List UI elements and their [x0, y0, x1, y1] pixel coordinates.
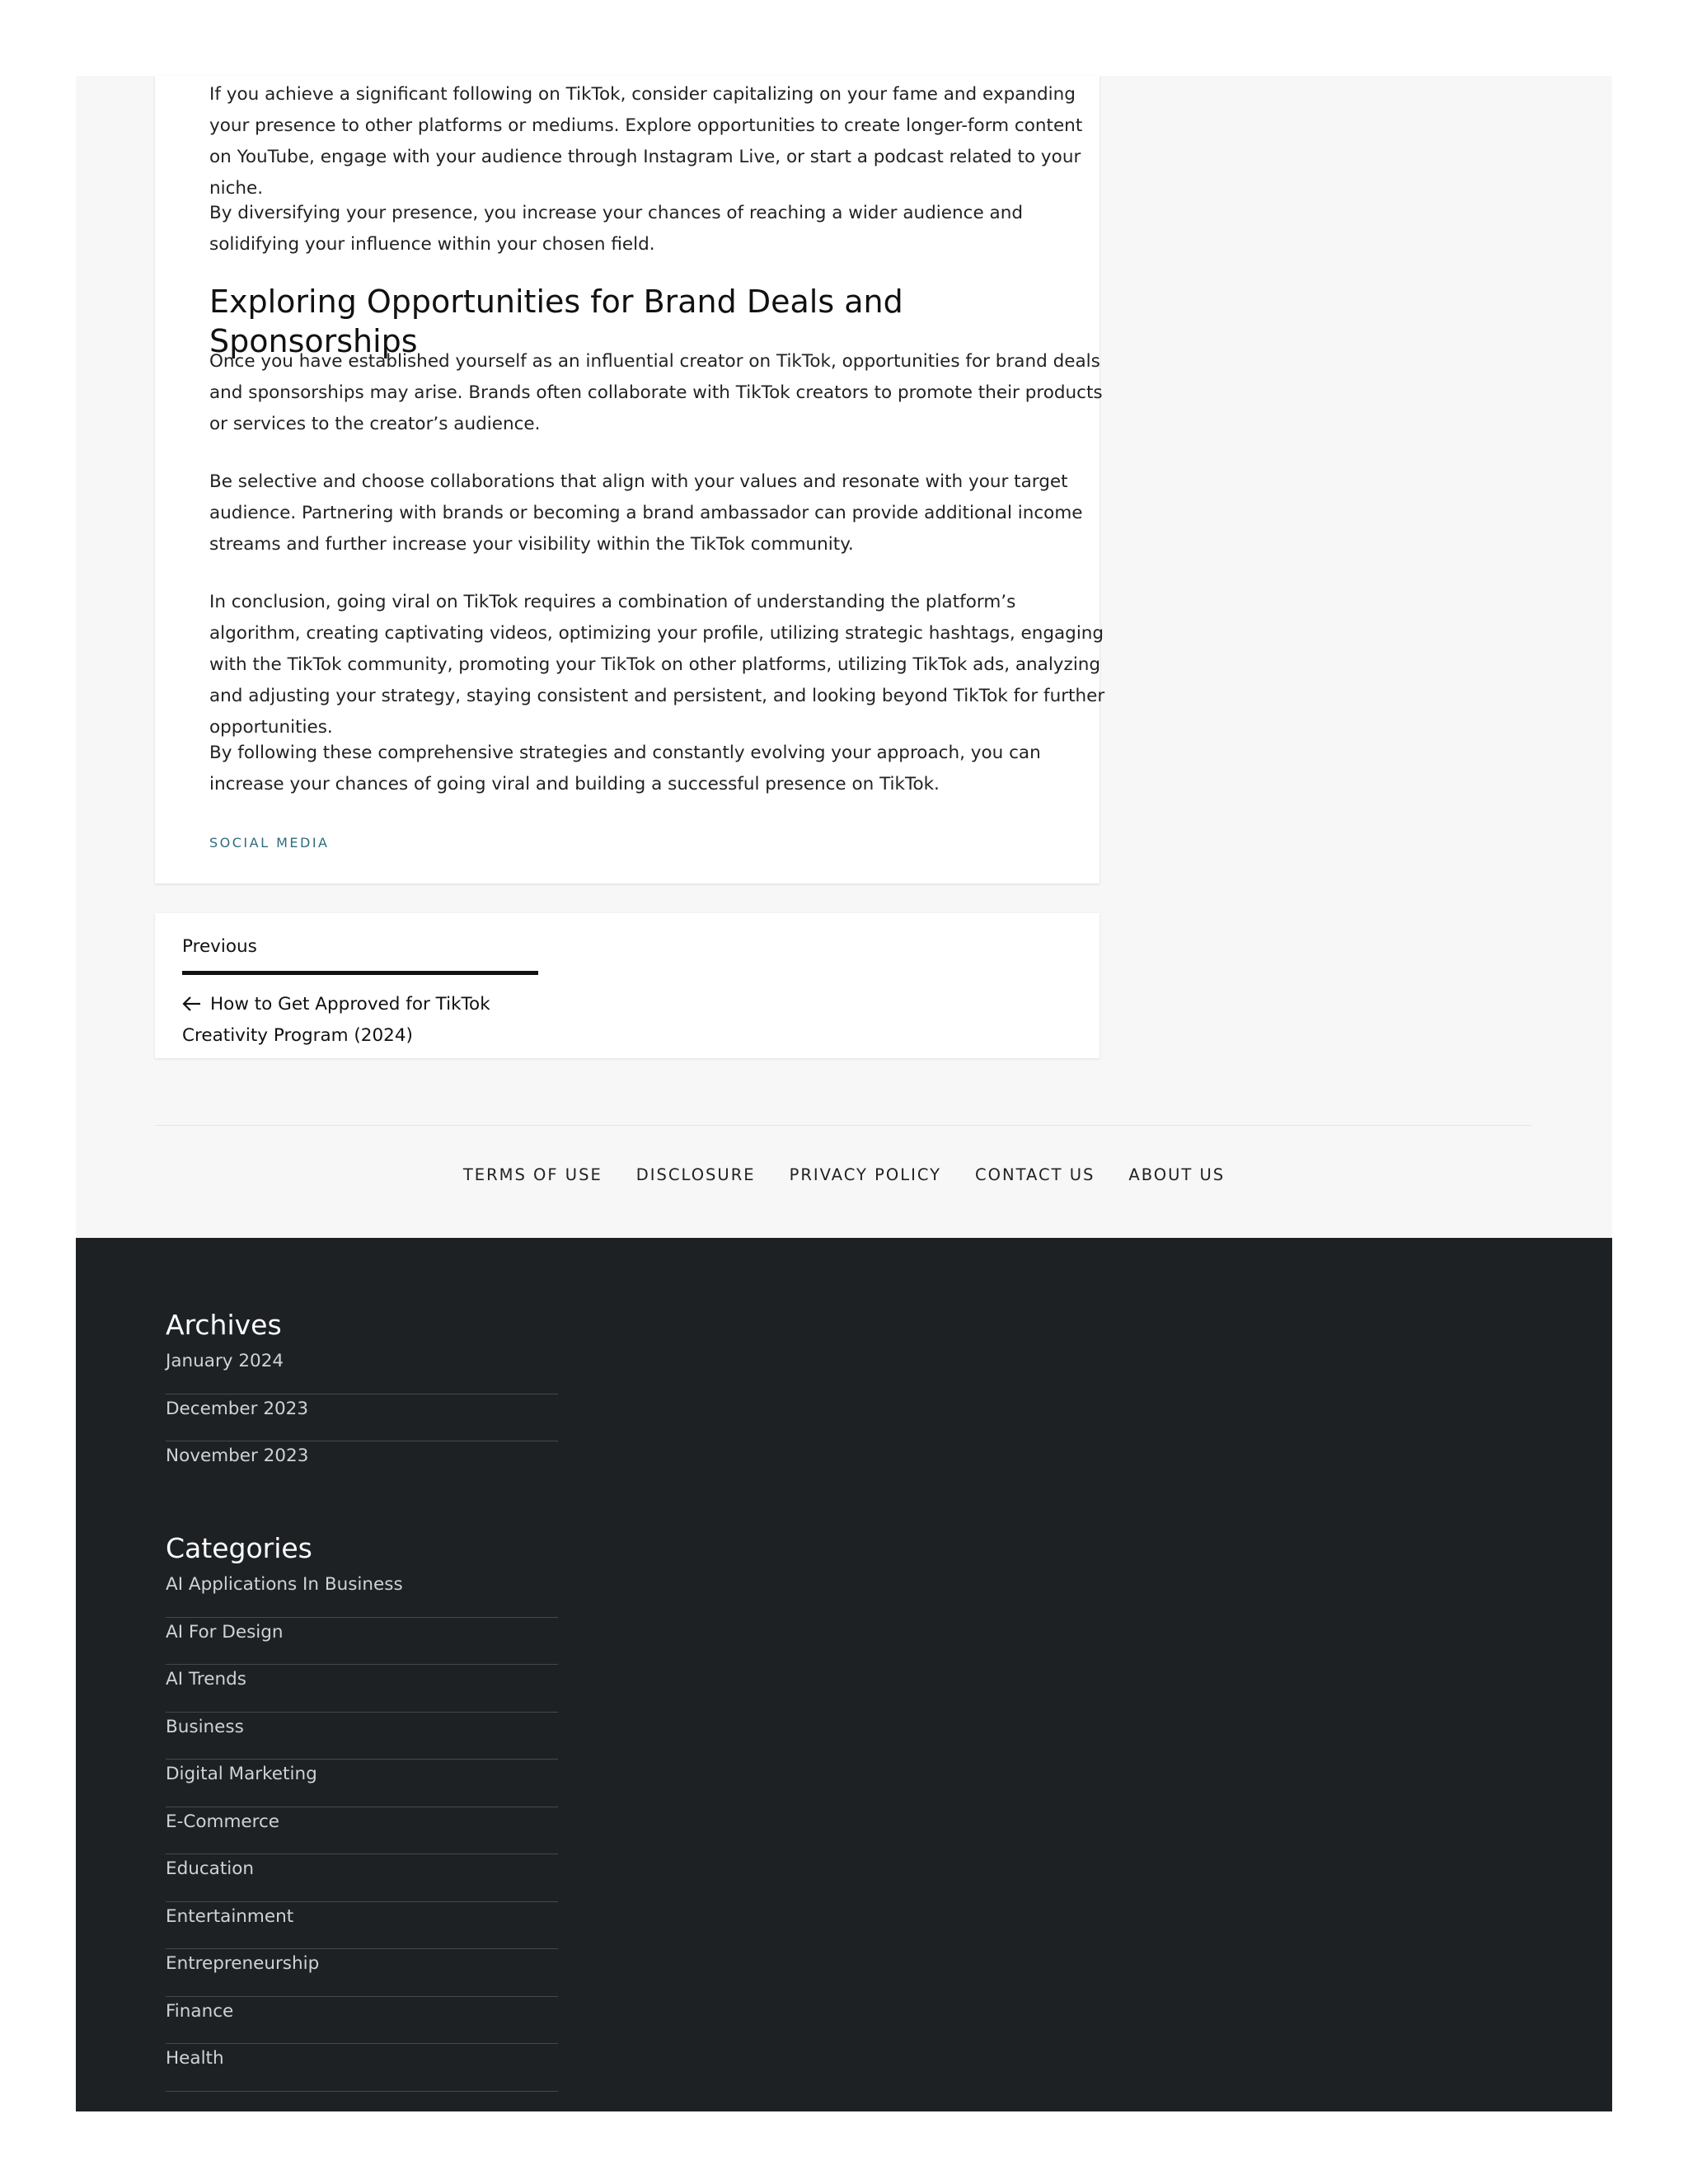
list-item: [166, 1441, 558, 1489]
footer-divider: [155, 1125, 1531, 1126]
list-item: [166, 1713, 558, 1760]
article-paragraph: By following these comprehensive strategies and constantly evolving your approach, you can increase your chances of going viral and building a successful presence on TikTok.: [209, 743, 1041, 794]
archives-widget: [166, 1309, 558, 1489]
category-link[interactable]: E-Commerce: [166, 1811, 280, 1832]
section-heading: Exploring Opportunities for Brand Deals and Sponsorships: [209, 284, 903, 359]
footer-link-disclosure[interactable]: DISCLOSURE: [635, 1165, 756, 1184]
category-link[interactable]: Business: [166, 1716, 244, 1737]
list-item: [166, 1760, 558, 1807]
footer-menu-item: [790, 1165, 941, 1184]
footer-link-contact-us[interactable]: CONTACT US: [975, 1165, 1095, 1184]
category-link[interactable]: Entertainment: [166, 1905, 294, 1927]
article-card: [155, 76, 1105, 883]
categories-title: Categories: [166, 1532, 312, 1564]
archives-title: Archives: [166, 1309, 282, 1341]
category-link[interactable]: AI For Design: [166, 1621, 284, 1643]
archive-link[interactable]: December 2023: [166, 1398, 309, 1419]
category-link-social-media[interactable]: SOCIAL MEDIA: [209, 835, 330, 851]
footer-link-terms-of-use[interactable]: TERMS OF USE: [462, 1165, 603, 1184]
previous-label: Previous: [182, 936, 257, 957]
list-item: [166, 1902, 558, 1950]
widget-footer: [76, 1238, 1612, 2111]
article-paragraph: In conclusion, going viral on TikTok requires a combination of understanding the platform’s algorithm, creating captivating videos, optimizing your profile, utilizing strategic hashtags, engaging with the TikTok community, promoting your TikTok on other platforms, utilizing TikTok ads, analyzing and adjusting your strategy, staying consistent and persistent, and looking beyond TikTok for further opportunities.: [209, 592, 1105, 738]
footer-link-about-us[interactable]: ABOUT US: [1128, 1165, 1226, 1184]
category-link[interactable]: Digital Marketing: [166, 1764, 317, 1784]
site-container: [76, 76, 1612, 2111]
category-link[interactable]: Health: [166, 2048, 224, 2069]
footer-menu-item: [636, 1165, 756, 1184]
archive-link[interactable]: January 2024: [166, 1351, 284, 1371]
previous-post-title: How to Get Approved for TikTok Creativity Program (2024): [182, 994, 490, 1046]
list-item: [166, 1854, 558, 1902]
arrow-left-icon: [182, 991, 202, 1008]
article-paragraph: Once you have established yourself as an influential creator on TikTok, opportunities for brand deals and sponsorships may arise. Brands often collaborate with TikTok creators to promote their products or services to the creator’s audience.: [209, 351, 1103, 434]
category-link[interactable]: Education: [166, 1858, 255, 1879]
post-navigation: [155, 913, 1100, 1058]
archives-list: [166, 1347, 558, 1489]
list-item: [166, 1394, 558, 1442]
list-item: [166, 1570, 558, 1618]
list-item: [166, 1949, 558, 1997]
article-paragraph: If you achieve a significant following on TikTok, consider capitalizing on your fame and expanding your presence to other platforms or mediums. Explore opportunities to create longer-form content on YouTube, engage with your audience through Instagram Live, or start a podcast related to your niche.: [209, 84, 1083, 199]
list-item: [166, 1618, 558, 1666]
list-item: [166, 1807, 558, 1855]
footer-menu-item: [1128, 1165, 1225, 1184]
previous-post-link[interactable]: [182, 989, 528, 1052]
list-item: [166, 1997, 558, 2045]
article-paragraph: By diversifying your presence, you increase your chances of reaching a wider audience and solidifying your influence within your chosen field.: [209, 203, 1023, 255]
list-item: [166, 1347, 558, 1394]
footer-link-privacy-policy[interactable]: PRIVACY POLICY: [789, 1165, 942, 1184]
list-item: [166, 2044, 558, 2092]
category-link[interactable]: Finance: [166, 2000, 234, 2022]
categories-widget: [166, 1532, 558, 2092]
categories-list: [166, 1570, 558, 2092]
category-link[interactable]: AI Applications In Business: [166, 1574, 403, 1595]
list-item: [166, 1665, 558, 1713]
article-paragraph: Be selective and choose collaborations that align with your values and resonate with your target audience. Partnering with brands or becoming a brand ambassador can provide additional income streams and further increase your visibility within the TikTok community.: [209, 471, 1083, 555]
category-link[interactable]: Entrepreneurship: [166, 1953, 320, 1974]
previous-underline: [182, 971, 538, 975]
footer-menu-item: [975, 1165, 1095, 1184]
category-link[interactable]: AI Trends: [166, 1669, 246, 1690]
archive-link[interactable]: November 2023: [166, 1446, 309, 1466]
footer-menu: [76, 1165, 1612, 1184]
footer-menu-item: [463, 1165, 603, 1184]
